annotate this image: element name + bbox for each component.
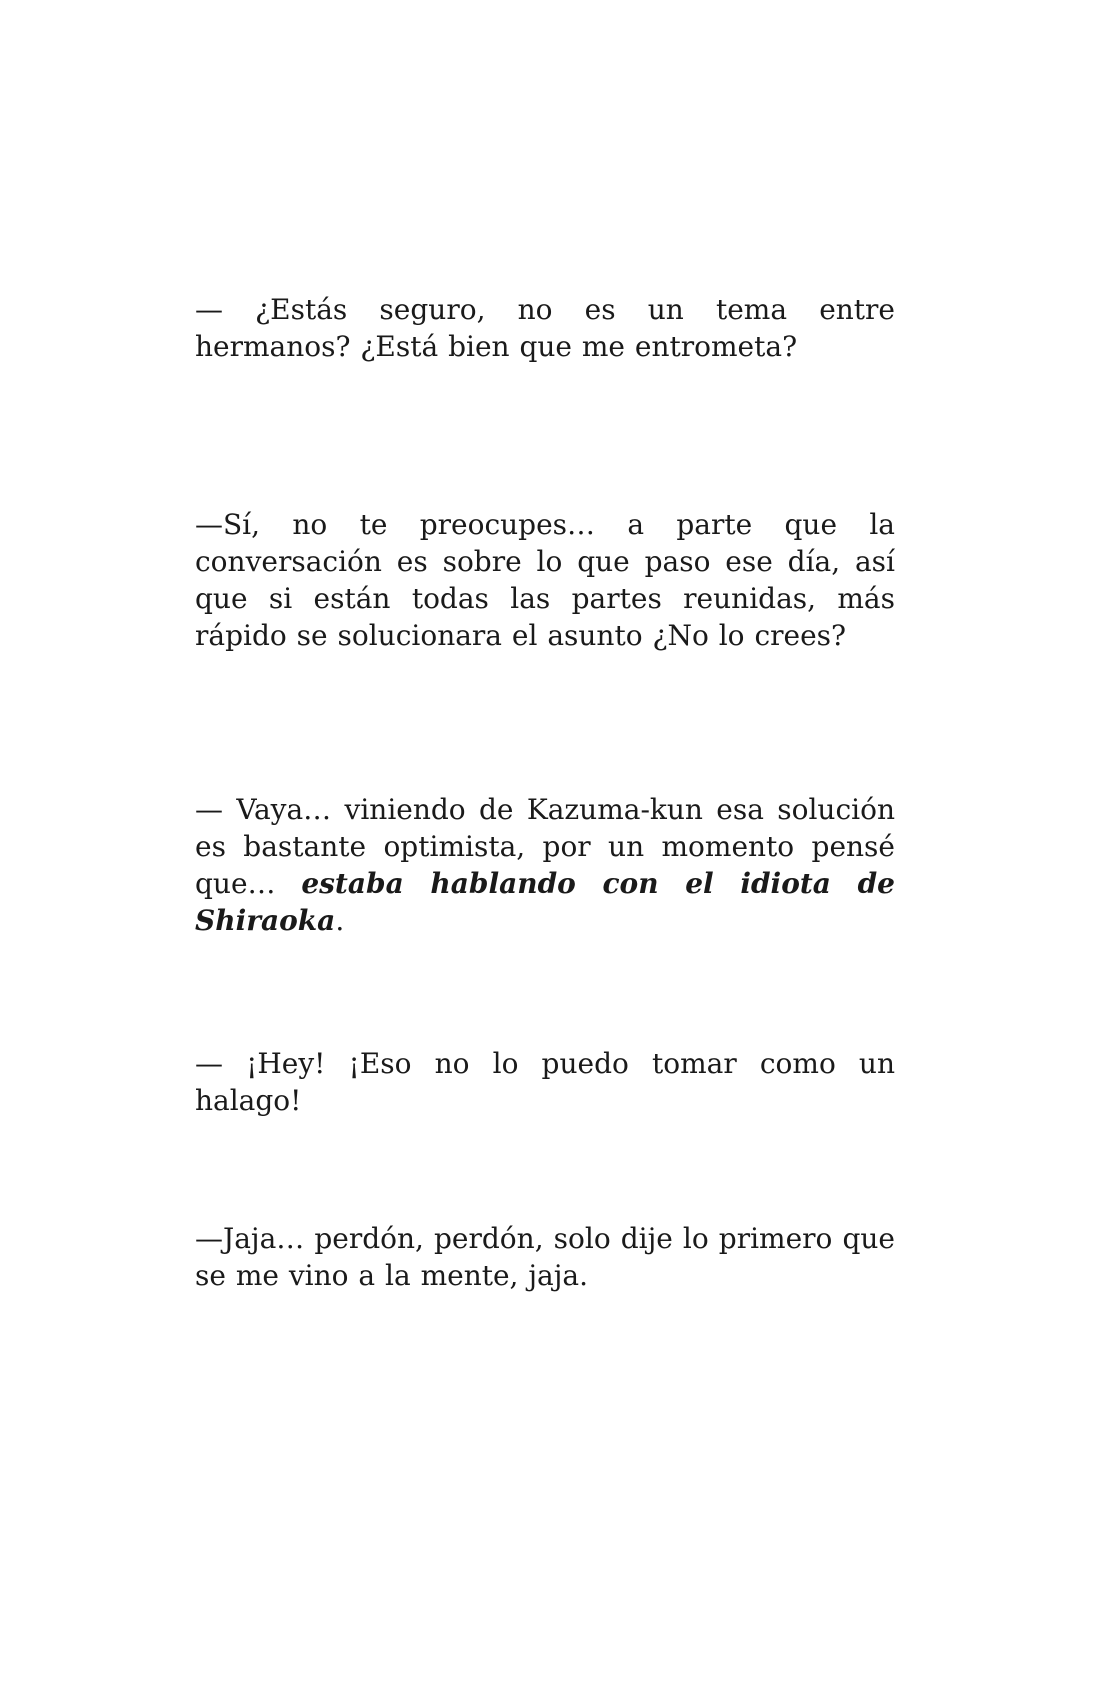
paragraph-4: — ¡Hey! ¡Eso no lo puedo tomar como un halago! <box>195 1047 895 1117</box>
paragraph-2: —Sí, no te preocupes… a parte que la conversación es sobre lo que paso ese día, así que si están todas las partes reunidas, más rápido se solucionara el asunto ¿No lo crees? <box>195 508 895 652</box>
paragraph-3 <box>195 791 895 939</box>
paragraph-3-period: . <box>335 904 345 937</box>
paragraph-1: — ¿Estás seguro, no es un tema entre hermanos? ¿Está bien que me entrometa? <box>195 293 895 363</box>
paragraph-3-text: — Vaya… viniendo de Kazuma-kun esa solución es bastante optimista, por un momento pensé que… <box>195 793 895 900</box>
paragraph-5: —Jaja… perdón, perdón, solo dije lo primero que se me vino a la mente, jaja. <box>195 1222 895 1292</box>
paragraph-3-emphasis: estaba hablando con el idiota de Shiraoka <box>195 867 895 937</box>
